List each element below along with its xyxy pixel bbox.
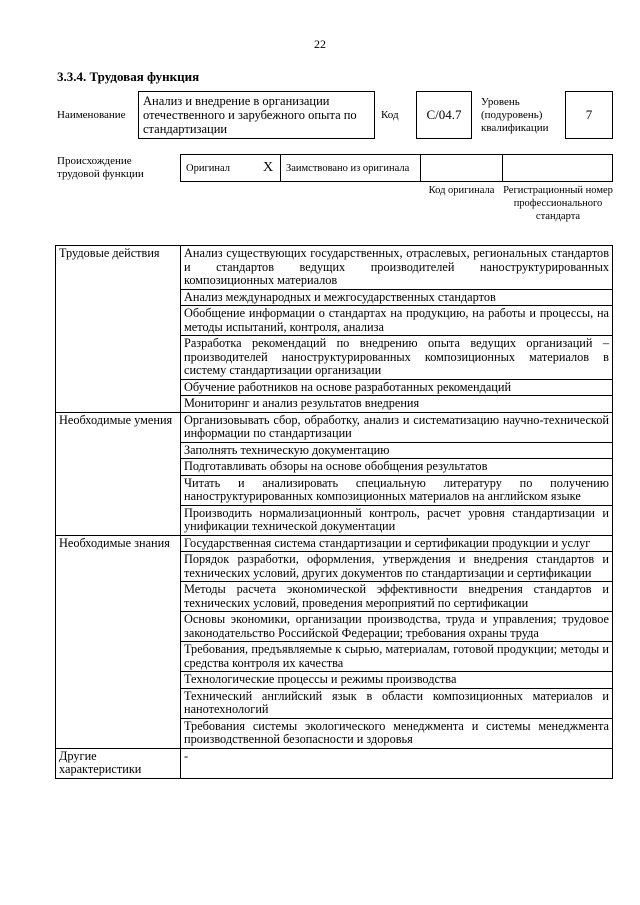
section-item: Обучение работников на основе разработанных рекомендаций (181, 379, 613, 396)
section-item: Подготавливать обзоры на основе обобщения результатов (181, 459, 613, 476)
level-label: Уровень (подуровень) квалификации (481, 96, 549, 134)
original-cell (180, 154, 281, 182)
table-row (56, 246, 613, 290)
original-mark: X (263, 160, 274, 175)
section-heading: Трудовые действия (56, 246, 181, 413)
section-title: 3.3.4. Трудовая функция (57, 69, 200, 84)
reg-number-label: Регистрационный номер профессионального стандарта (503, 185, 613, 222)
section-item: Методы расчета экономической эффективности внедрения стандартов и технических условий, проведения мероприятий по сертификации (181, 582, 613, 612)
table-row (56, 748, 613, 778)
origin-row (180, 154, 613, 182)
level-value: 7 (585, 107, 593, 122)
borrowed-cell (280, 154, 421, 182)
code-value: C/04.7 (426, 107, 462, 122)
code-original-label: Код оригинала (428, 185, 495, 196)
section-heading: Необходимые умения (56, 412, 181, 535)
original-label: Оригинал (186, 162, 230, 174)
section-item: Требования системы экологического менеджмента и системы менеджмента производственной безопасности и здоровья (181, 718, 613, 748)
section-item: Основы экономики, организации производства, труда и управления; трудовое законодательство Российской Федерации; требования охраны труда (181, 612, 613, 642)
section-heading: Необходимые знания (56, 535, 181, 748)
table-row (56, 412, 613, 442)
code-box (416, 91, 472, 139)
level-box (565, 91, 613, 139)
section-item: Порядок разработки, оформления, утверждения и внедрения стандартов и технических условий, других документов по стандартизации и сертификации (181, 552, 613, 582)
function-name-value: Анализ и внедрение в организации отечественного и зарубежного опыта по стандартизации (143, 94, 357, 136)
section-item: Требования, предъявляемые к сырью, материалам, готовой продукции; методы и средства контроля их качества (181, 642, 613, 672)
section-item: Анализ существующих государственных, отраслевых, региональных стандартов и стандартов ведущих производителей наноструктурированных композиционных материалов (181, 246, 613, 290)
section-item: Организовывать сбор, обработку, анализ и систематизацию научно-технической информации по стандартизации (181, 412, 613, 442)
code-label: Код (381, 109, 399, 121)
section-item: Мониторинг и анализ результатов внедрения (181, 396, 613, 413)
section-item: Технический английский язык в области композиционных материалов и нанотехнологий (181, 688, 613, 718)
code-original-cell (420, 154, 503, 182)
section-item: Государственная система стандартизации и сертификации продукции и услуг (181, 535, 613, 552)
function-table (55, 245, 613, 779)
section-item: Производить нормализационный контроль, расчет уровня стандартизации и унификации технической документации (181, 505, 613, 535)
section-item: Анализ международных и межгосударственных стандартов (181, 289, 613, 306)
reg-number-cell (502, 154, 613, 182)
origin-label: Происхождение трудовой функции (57, 155, 144, 180)
section-item: Читать и анализировать специальную литературу по получению наноструктурированных композиционных материалов на английском языке (181, 475, 613, 505)
function-name-box (138, 91, 375, 139)
section-item: Разработка рекомендаций по внедрению опыта ведущих организаций – производителей наноструктурированных композиционных материалов в систему стандартизации организации (181, 336, 613, 380)
table-row (56, 535, 613, 552)
name-label: Наименование (57, 109, 126, 121)
section-item: Технологические процессы и режимы производства (181, 672, 613, 689)
section-heading: Другие характеристики (56, 748, 181, 778)
section-item: Заполнять техническую документацию (181, 442, 613, 459)
section-item: - (181, 748, 613, 778)
borrowed-label: Заимствовано из оригинала (286, 162, 410, 174)
page-number: 22 (314, 37, 326, 51)
section-item: Обобщение информации о стандартах на продукцию, на работы и процессы, на методы испытаний, контроля, анализа (181, 306, 613, 336)
